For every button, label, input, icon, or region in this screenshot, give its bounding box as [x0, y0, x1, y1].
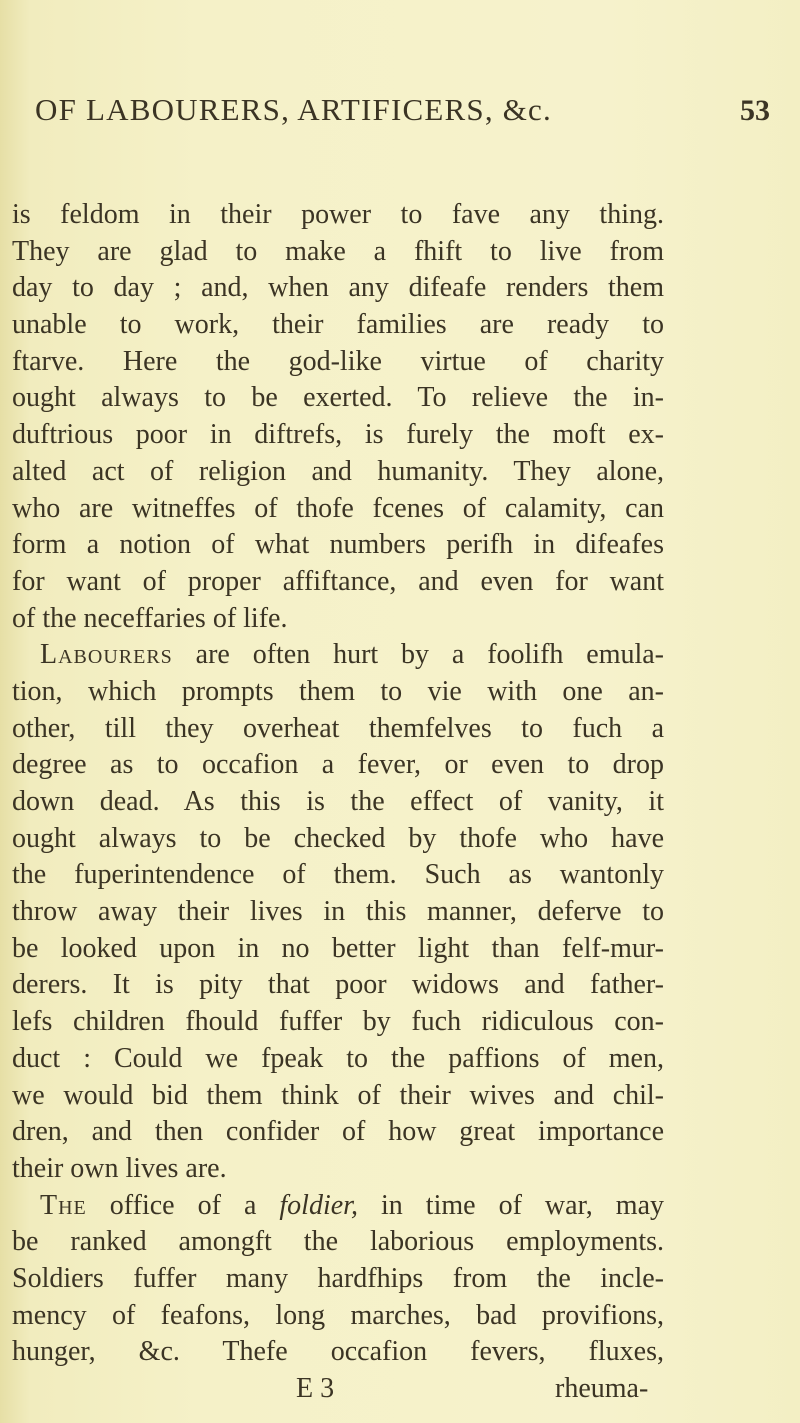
italic-word: foldier,	[279, 1189, 358, 1221]
text-line: Soldiers fuffer many hardfhips from the incle-	[12, 1262, 664, 1294]
signature-mark: E 3	[296, 1373, 335, 1404]
text-run: office of a	[109, 1189, 257, 1221]
text-run: in time of war, may	[381, 1189, 665, 1221]
text-line: who are witneffes of thofe fcenes of calamity, can	[12, 492, 664, 524]
text-line: duftrious poor in diftrefs, is furely the moft ex-	[12, 419, 664, 451]
text-line: ought always to be checked by thofe who have	[12, 822, 664, 854]
text-line: ought always to be exerted. To relieve the in-	[12, 382, 664, 414]
text-line: their own lives are.	[12, 1152, 227, 1184]
text-run: are often hurt by a foolifh emula-	[195, 639, 664, 671]
text-line: hunger, &c. Thefe occafion fevers, fluxes,	[12, 1336, 664, 1368]
text-line: duct : Could we fpeak to the paffions of men,	[12, 1042, 664, 1074]
text-line: down dead. As this is the effect of vanity, it	[12, 786, 664, 817]
text-line: of the neceffaries of life.	[12, 602, 288, 634]
text-line: be looked upon in no better light than felf-mur-	[12, 932, 664, 964]
catchword: rheuma-	[555, 1373, 649, 1404]
text-line: unable to work, their families are ready to	[12, 309, 664, 341]
text-line: throw away their lives in this manner, deferve to	[12, 896, 664, 928]
text-line: day to day ; and, when any difeafe renders them	[12, 272, 664, 304]
page-number: 53	[740, 94, 770, 127]
text-line: form a notion of what numbers perifh in difeafes	[12, 529, 664, 561]
text-line: be ranked amongft the laborious employments.	[12, 1226, 664, 1258]
text-line: degree as to occafion a fever, or even to drop	[12, 749, 664, 781]
paragraph-labourers-first-line	[12, 637, 664, 674]
text-line: ftarve. Here the god-like virtue of charity	[12, 345, 664, 377]
text-line: tion, which prompts them to vie with one an-	[12, 675, 664, 707]
text-line: other, till they overheat themfelves to fuch a	[12, 712, 664, 744]
text-line: They are glad to make a fhift to live from	[12, 235, 664, 267]
running-header: OF LABOURERS, ARTIFICERS, &c.	[35, 92, 552, 127]
text-line: mency of feafons, long marches, bad provifions,	[12, 1299, 664, 1331]
small-caps-lead: The	[40, 1189, 87, 1221]
text-line: is feldom in their power to fave any thing.	[12, 199, 664, 230]
text-line: alted act of religion and humanity. They alone,	[12, 455, 664, 487]
small-caps-lead: Labourers	[40, 639, 173, 671]
paragraph-soldier-first-line	[12, 1188, 664, 1225]
text-line: we would bid them think of their wives and chil-	[12, 1079, 664, 1111]
text-line: lefs children fhould fuffer by fuch ridiculous con-	[12, 1006, 664, 1038]
body-text	[12, 197, 664, 1371]
text-line: dren, and then confider of how great importance	[12, 1116, 664, 1148]
text-line: the fuperintendence of them. Such as wantonly	[12, 859, 664, 891]
text-line: derers. It is pity that poor widows and father-	[12, 969, 664, 1001]
text-line: for want of proper affiftance, and even for want	[12, 565, 664, 597]
